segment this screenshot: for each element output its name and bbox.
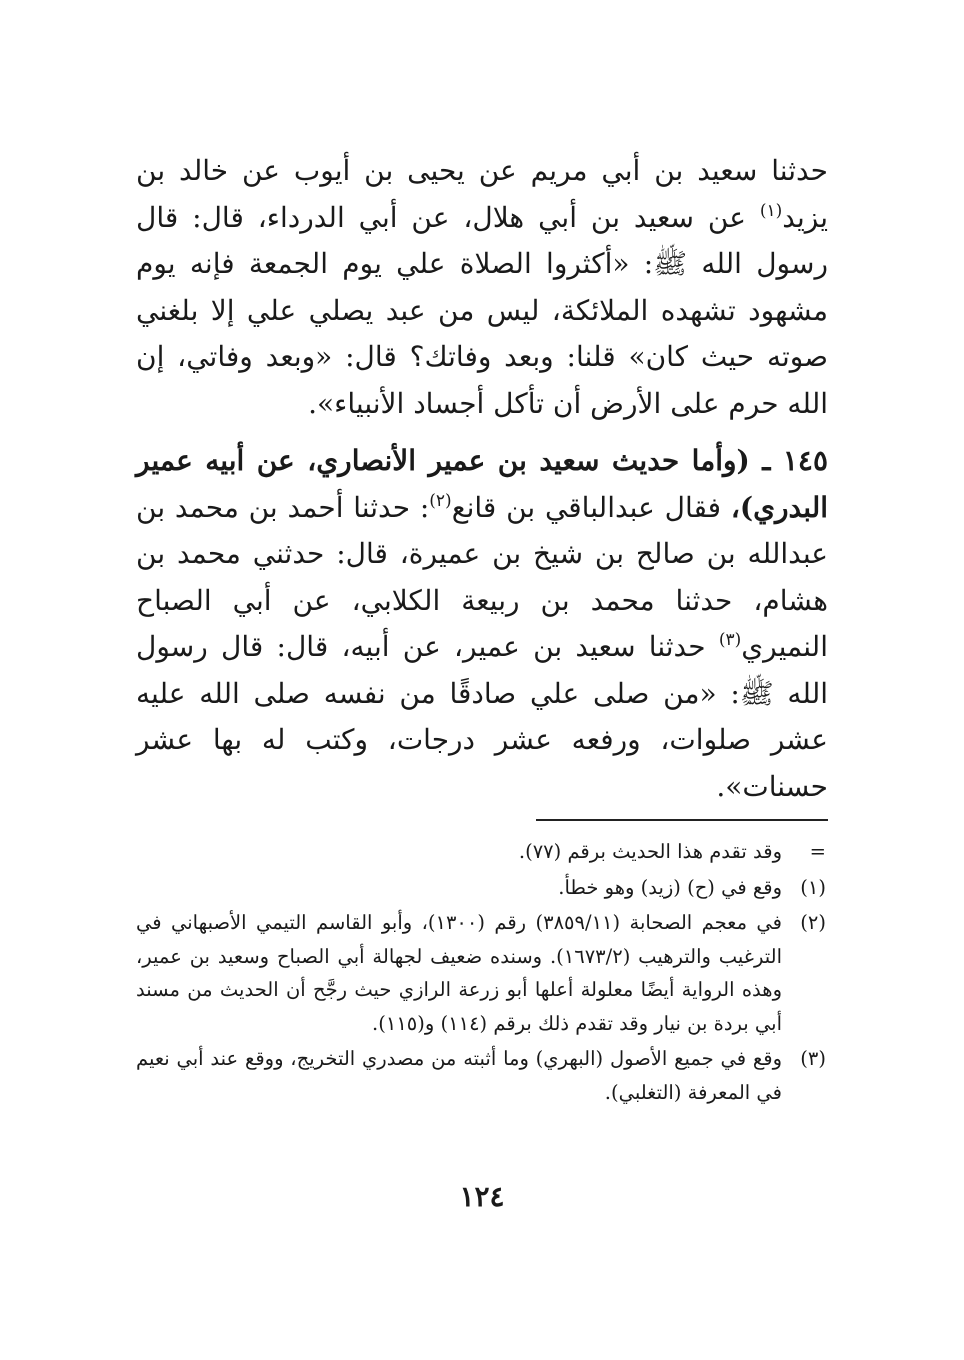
page-number: ١٢٤: [459, 1180, 505, 1213]
paragraph-145-text-c: حدثنا سعيد بن عمير، عن أبيه، قال: قال رسول الله ﷺ: «من صلى علي صادقًا من نفسه صلى الله عليه عشر صلوات، ورفعه عشر درجات، وكتب له بها عشر حسنات».: [136, 630, 828, 803]
paragraph-145: [136, 438, 828, 810]
footnote-continuation: [136, 835, 826, 869]
footnote-text: وقع في جميع الأصول (البهري) وما أثبته من مصدري التخريج، ووقع عند أبي نعيم في المعرفة (التغلبي).: [136, 1047, 782, 1104]
footnote-ref-1: (١): [759, 200, 783, 221]
footnotes: [136, 835, 826, 1109]
footnote-separator: [536, 819, 828, 821]
footnote-text: في معجم الصحابة (٣٨٥٩/١١) رقم (١٣٠٠)، وأبو القاسم التيمي الأصبهاني في الترغيب والترهيب (١٦٧٣/٢). وسنده ضعيف لجهالة أبي الصباح وسعيد بن عمير، وهذه الرواية أيضًا معلولة أعلها أبو زرعة الرازي حيث رجَّح أن الحديث من مسند أبي بردة بن نيار وقد تقدم ذلك برقم (١١٤) و(١١٥).: [136, 911, 782, 1035]
footnote-marker: (٢): [800, 911, 826, 934]
footnote-marker: =: [809, 840, 826, 863]
paragraph-1-text-b: عن سعيد بن أبي هلال، عن أبي الدرداء، قال: قال رسول الله ﷺ: «أكثروا الصلاة علي يوم الجمعة فإنه يوم مشهود تشهده الملائكة، ليس من عبد يصلي علي إلا بلغني صوته حيث كان» قلنا: وبعد وفاتك؟ قال: «وبعد وفاتي، إن الله حرم على الأرض أن تأكل أجساد الأنبياء».: [136, 200, 828, 420]
footnote-ref-2: (٢): [429, 490, 452, 511]
hadith-heading: ١٤٥ ـ (وأما حديث سعيد بن عمير الأنصاري، عن أبيه عمير البدري)،: [136, 444, 829, 524]
footnote-marker: (١): [800, 875, 826, 899]
footnote-text: وقع في (ح) (زيد) وهو خطأ.: [558, 875, 782, 899]
footnote-marker: (٣): [800, 1047, 826, 1070]
paragraph-145-text-b: : حدثنا أحمد بن محمد بن عبدالله بن صالح بن شيخ بن عميرة، قال: حدثني محمد بن هشام، حدثنا محمد بن ربيعة الكلابي، عن أبي الصباح النميري: [136, 490, 828, 663]
main-text: [136, 148, 828, 810]
paragraph-1: [136, 148, 828, 427]
footnote-2: [136, 906, 826, 1040]
footnote-1: [136, 871, 826, 905]
footnote-ref-3: (٣): [718, 630, 742, 650]
paragraph-145-text-a: فقال عبدالباقي بن قانع: [451, 490, 731, 524]
footnote-text: وقد تقدم هذا الحديث برقم (٧٧).: [518, 840, 782, 863]
footnote-3: [136, 1042, 826, 1109]
paragraph-1-text-a: حدثنا سعيد بن أبي مريم عن يحيى بن أيوب عن خالد بن يزيد: [136, 154, 828, 234]
